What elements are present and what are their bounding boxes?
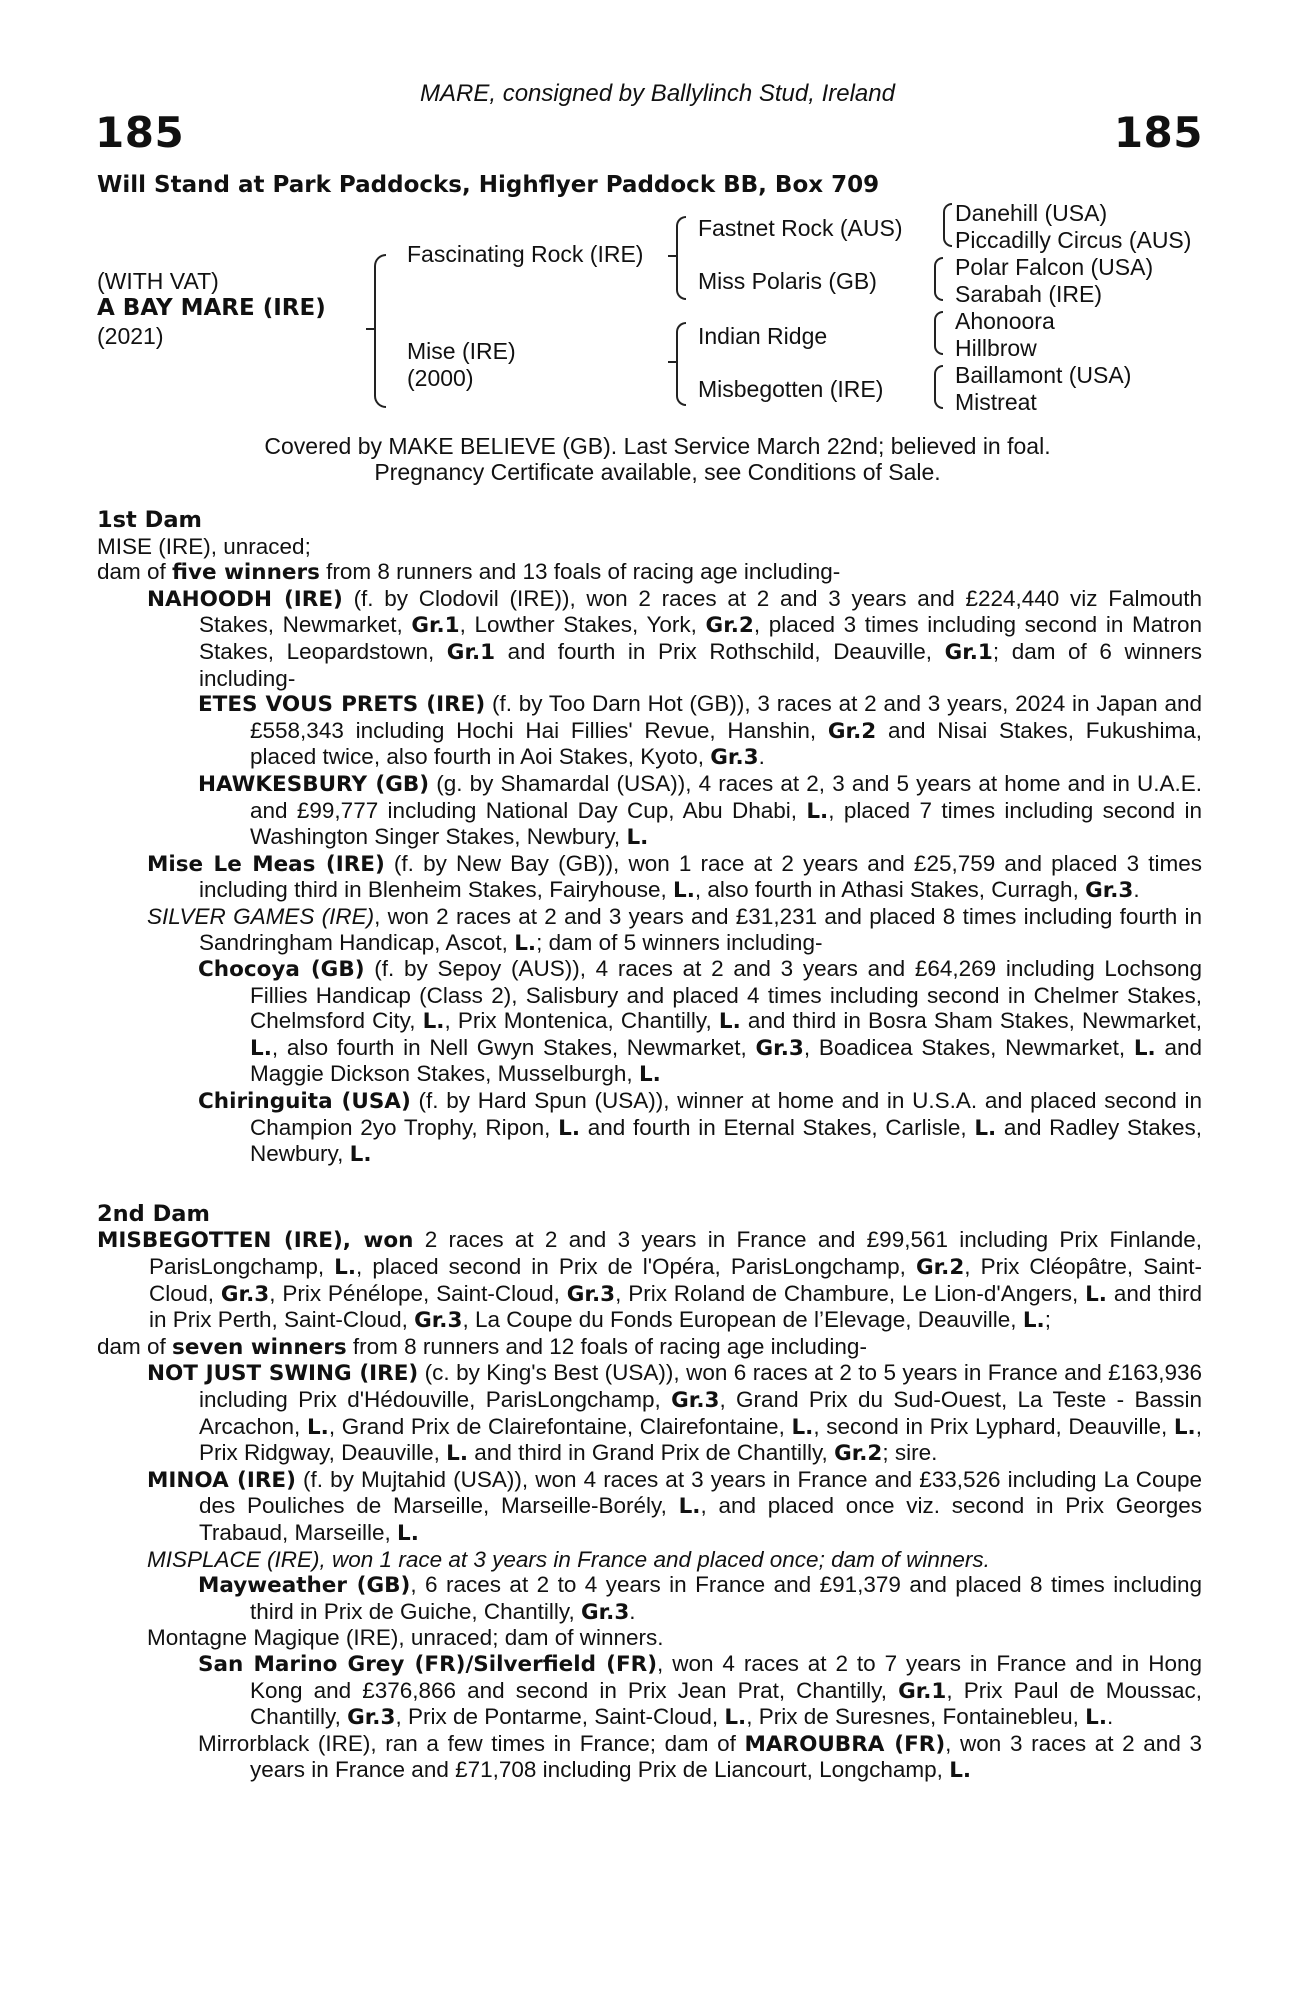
ancestor-g3: Ahonoora <box>955 308 1055 334</box>
produce-entry: San Marino Grey (FR)/Silverfield (FR), won 4 races at 2 to 7 years in France and in Hong Kong and £376,866 and second in Prix Jean Prat, Chantilly, Gr.1, Prix Paul de Moussac, Chantilly, Gr.3, Prix de Pontarme, Saint-Cloud, L., Prix de Suresnes, Fontainebleu, L.. <box>198 1650 1202 1731</box>
second-dam-entry: MISBEGOTTEN (IRE), won 2 races at 2 and 3 years in France and £99,561 including Prix Finlande, ParisLongchamp, L., placed second in Prix de l'Opéra, ParisLongchamp, Gr.2, Prix Cléopâtre, Saint-Cloud, Gr.3, Prix Pénélope, Saint-Cloud, Gr.3, Prix Roland de Chambure, Le Lion-d'Angers, L. and third in Prix Perth, Saint-Cloud, Gr.3, La Coupe du Fonds European de l’Elevage, Deauville, L.; <box>97 1227 1203 1334</box>
brace-dam-side <box>676 322 686 406</box>
brace-point <box>668 361 676 363</box>
vat-label: (WITH VAT) <box>97 268 219 294</box>
produce-entry: Mirrorblack (IRE), ran a few times in France; dam of MAROUBRA (FR), won 3 races at 2 and 3 years in France and £71,708 including Prix de Liancourt, Longchamp, L. <box>198 1730 1202 1784</box>
produce-entry: NOT JUST SWING (IRE) (c. by King's Best (USA)), won 6 races at 2 to 5 years in France and £163,936 including Prix d'Hédouville, ParisLongchamp, Gr.3, Grand Prix du Sud-Ouest, La Teste - Bassin Arcachon, L., Grand Prix de Clairefontaine, Clairefontaine, L., second in Prix Lyphard, Deauville, L., Prix Ridgway, Deauville, L. and third in Grand Prix de Chantilly, Gr.2; sire. <box>147 1360 1202 1467</box>
produce-entry: SILVER GAMES (IRE), won 2 races at 2 and 3 years and £31,231 and placed 8 times including fourth in Sandringham Handicap, Ascot, L.; dam of 5 winners including- <box>147 903 1203 956</box>
first-dam-entry: MISE (IRE), unraced; <box>97 533 311 559</box>
ancestor-g3: Mistreat <box>955 389 1037 415</box>
location-line: Will Stand at Park Paddocks, Highflyer Paddock BB, Box 709 <box>97 172 880 198</box>
produce-entry: MISPLACE (IRE), won 1 race at 3 years in France and placed once; dam of winners. <box>147 1546 990 1572</box>
dam-of-sire: Miss Polaris (GB) <box>698 268 877 294</box>
produce-entry: Chiringuita (USA) (f. by Hard Spun (USA)), winner at home and in U.S.A. and placed second in Champion 2yo Trophy, Ripon, L. and fourth in Eternal Stakes, Carlisle, L. and Radley Stakes, Newbury, L. <box>198 1088 1202 1168</box>
sire-of-dam: Indian Ridge <box>698 323 828 349</box>
ancestor-g3: Hillbrow <box>955 335 1037 361</box>
lot-number-right: 185 <box>1113 108 1203 157</box>
catalogue-body <box>97 508 1202 1784</box>
produce-entry: Mayweather (GB), 6 races at 2 to 4 years in France and £91,379 and placed 8 times including third in Prix de Guiche, Chantilly, Gr.3. <box>198 1572 1203 1625</box>
dam: Mise (IRE) <box>407 338 516 364</box>
sire: Fascinating Rock (IRE) <box>407 241 644 267</box>
brace-g3-1 <box>943 203 952 247</box>
dam-of-dam: Misbegotten (IRE) <box>698 376 884 402</box>
pregnancy-certificate-line: Pregnancy Certificate available, see Conditions of Sale. <box>374 459 941 485</box>
produce-entry: ETES VOUS PRETS (IRE) (f. by Too Darn Hot (GB)), 3 races at 2 and 3 years, 2024 in Japan and £558,343 including Hochi Hai Fillies' Revue, Hanshin, Gr.2 and Nisai Stakes, Fukushima, placed twice, also fourth in Aoi Stakes, Kyoto, Gr.3. <box>198 691 1202 771</box>
ancestor-g3: Danehill (USA) <box>955 200 1108 226</box>
first-dam-produce-summary: dam of five winners from 8 runners and 13 foals of racing age including- <box>97 559 841 586</box>
produce-entry: MINOA (IRE) (f. by Mujtahid (USA)), won 4 races at 3 years in France and £33,526 including La Coupe des Pouliches de Marseille, Marseille-Borély, L., and placed once viz. second in Prix Georges Trabaud, Marseille, L. <box>147 1466 1202 1546</box>
brace-generation-1 <box>374 254 386 408</box>
horse-name: A BAY MARE (IRE) <box>97 295 326 321</box>
horse-year: (2021) <box>97 323 164 349</box>
brace-g3-3 <box>934 311 943 355</box>
produce-entry: Montagne Magique (IRE), unraced; dam of winners. <box>147 1625 664 1651</box>
consignor-line: MARE, consigned by Ballylinch Stud, Ireland <box>420 80 895 107</box>
covering-line: Covered by MAKE BELIEVE (GB). Last Service March 22nd; believed in foal. <box>264 433 1051 459</box>
second-dam-produce-summary: dam of seven winners from 8 runners and 12 foals of racing age including- <box>97 1333 867 1360</box>
produce-entry: Mise Le Meas (IRE) (f. by New Bay (GB)), won 1 race at 2 years and £25,759 and placed 3 times including third in Blenheim Stakes, Fairyhouse, L., also fourth in Athasi Stakes, Curragh, Gr.3. <box>147 850 1202 904</box>
produce-entry: HAWKESBURY (GB) (g. by Shamardal (USA)), 4 races at 2, 3 and 5 years at home and in U.A.E. and £99,777 including National Day Cup, Abu Dhabi, L., placed 7 times including second in Washington Singer Stakes, Newbury, L. <box>198 770 1203 851</box>
sire-of-sire: Fastnet Rock (AUS) <box>698 215 903 241</box>
produce-entry: Chocoya (GB) (f. by Sepoy (AUS)), 4 races at 2 and 3 years and £64,269 including Lochsong Fillies Handicap (Class 2), Salisbury and placed 4 times including second in Chelmer Stakes, Chelmsford City, L., Prix Montenica, Chantilly, L. and third in Bosra Sham Stakes, Newmarket, L., also fourth in Nell Gwyn Stakes, Newmarket, Gr.3, Boadicea Stakes, Newmarket, L. and Maggie Dickson Stakes, Musselburgh, L. <box>198 956 1203 1088</box>
ancestor-g3: Polar Falcon (USA) <box>955 254 1154 280</box>
ancestor-g3: Sarabah (IRE) <box>955 281 1103 307</box>
brace-g3-4 <box>934 365 943 409</box>
brace-sire-side <box>676 216 686 300</box>
dam-year: (2000) <box>407 365 474 391</box>
ancestor-g3: Piccadilly Circus (AUS) <box>955 227 1192 253</box>
first-dam-heading: 1st Dam <box>97 507 202 533</box>
ancestor-g3: Baillamont (USA) <box>955 362 1132 388</box>
brace-point <box>668 255 676 257</box>
brace-point <box>366 328 374 330</box>
produce-entry: NAHOODH (IRE) (f. by Clodovil (IRE)), won 2 races at 2 and 3 years and £224,440 viz Falmouth Stakes, Newmarket, Gr.1, Lowther Stakes, York, Gr.2, placed 3 times including second in Matron Stakes, Leopardstown, Gr.1 and fourth in Prix Rothschild, Deauville, Gr.1; dam of 6 winners including- <box>147 585 1202 691</box>
brace-g3-2 <box>934 257 943 301</box>
second-dam-heading: 2nd Dam <box>97 1200 210 1227</box>
lot-number-left: 185 <box>95 108 185 157</box>
